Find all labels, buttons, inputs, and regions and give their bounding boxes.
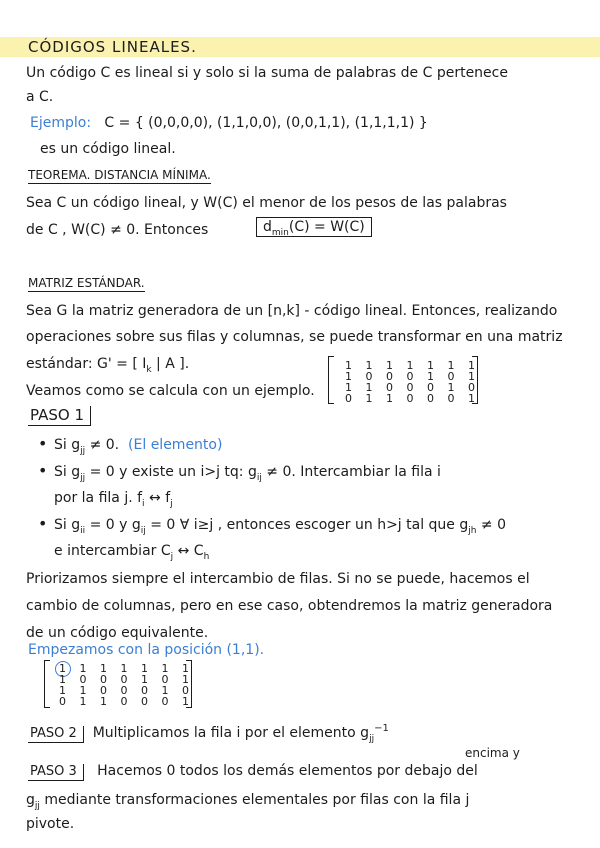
- paso-2-label: PASO 2: [28, 726, 84, 743]
- standard-line-4: Veamos como se calcula con un ejemplo.: [26, 383, 315, 399]
- paso-3-label: PASO 3: [28, 764, 84, 781]
- theorem-heading: TEOREMA. DISTANCIA MÍNIMA.: [28, 168, 211, 182]
- bullet-2: •: [38, 461, 48, 480]
- matrix-1-row: 1 0 0 0 1 0 1: [345, 370, 480, 383]
- paso-1-bullet-3: Si $g_{ii} = 0$ y $g_{ij} = 0$ ∀ i≥j , entonces escoger un h>j tal que $g_{jh} \ne 0$: [54, 517, 507, 536]
- standard-line-2: operaciones sobre sus filas y columnas, se puede transformar en una matriz: [26, 329, 563, 345]
- example-line: [30, 114, 428, 132]
- paso-3-line-2: $g_{jj}$ mediante transformaciones elementales por filas con la fila j: [26, 792, 470, 811]
- priority-line-2: cambio de columnas, pero en ese caso, obtendremos la matriz generadora: [26, 598, 553, 614]
- paso-1-bullet-3-line-2: e intercambiar $C_j$ ↔ $C_h$: [54, 543, 210, 562]
- example-conclusion: es un código lineal.: [40, 141, 176, 157]
- theorem-formula-box: $d_{min}(C) = W(C)$: [256, 218, 372, 242]
- paso-3-above-note: encima y: [465, 746, 520, 760]
- paso-1-bullet-2-line-2: por la fila j. $f_i$ ↔ $f_j$: [54, 490, 173, 509]
- paso-1-bullet-2: Si $g_{jj} = 0$ y existe un i>j tq: $g_{ij} \ne 0$. Intercambiar la fila i: [54, 464, 441, 483]
- matrix-1-row: 1 1 0 0 0 1 0: [345, 381, 480, 394]
- paso-3-line-1: PASO 3 Hacemos 0 todos los demás elementos por debajo del: [30, 763, 478, 779]
- priority-line-1: Priorizamos siempre el intercambio de filas. Si no se puede, hacemos el: [26, 571, 530, 587]
- bullet-1: •: [38, 434, 48, 453]
- matrix-1-row: 1 1 1 1 1 1 1: [345, 359, 480, 372]
- matrix-2-row: 1 1 0 0 0 1 0: [59, 684, 194, 697]
- example-label: Ejemplo:: [30, 115, 92, 131]
- matrix-2-row: 0 1 1 0 0 0 1: [59, 695, 194, 708]
- standard-line-3: estándar: G' = [ $I_k$ | A ].: [26, 356, 190, 375]
- matrix-1-left-bracket: [328, 356, 334, 404]
- matrix-2-left-bracket: [44, 660, 50, 708]
- example-matrix-1: [345, 360, 480, 404]
- bullet-3: •: [38, 514, 48, 533]
- start-position-note: Empezamos con la posición (1,1).: [28, 642, 265, 658]
- matrix-2-row: 1 1 1 1 1 1 1: [59, 662, 194, 675]
- theorem-line-2: de C , W(C) ≠ 0. Entonces: [26, 222, 209, 238]
- paso-2-line: PASO 2 Multiplicamos la fila i por el elemento $g_{jj}^{-1}$: [30, 723, 389, 744]
- matrix-2-right-bracket: [186, 660, 192, 708]
- page-title: CÓDIGOS LINEALES.: [28, 38, 197, 56]
- standard-line-1: Sea G la matriz generadora de un [n,k] - código lineal. Entonces, realizando: [26, 303, 558, 319]
- intro-line-2: a C.: [26, 89, 54, 105]
- standard-matrix-heading: MATRIZ ESTÁNDAR.: [28, 276, 145, 290]
- example-matrix-2: [59, 663, 194, 707]
- paso-3-line-3: pivote.: [26, 816, 75, 832]
- paso-1-label: PASO 1: [28, 406, 91, 424]
- example-set: C = { (0,0,0,0), (1,1,0,0), (0,0,1,1), (1,1,1,1) }: [104, 115, 428, 131]
- matrix-1-right-bracket: [472, 356, 478, 404]
- theorem-line-1: Sea C un código lineal, y W(C) el menor de los pesos de las palabras: [26, 195, 507, 211]
- intro-line-1: Un código C es lineal si y solo si la suma de palabras de C pertenece: [26, 65, 508, 81]
- matrix-2-row: 1 0 0 0 1 0 1: [59, 673, 194, 686]
- paso-1-bullet-1: Si $g_{jj} \ne 0$. (El elemento): [54, 437, 223, 456]
- priority-line-3: de un código equivalente.: [26, 625, 209, 641]
- matrix-1-row: 0 1 1 0 0 0 1: [345, 392, 480, 405]
